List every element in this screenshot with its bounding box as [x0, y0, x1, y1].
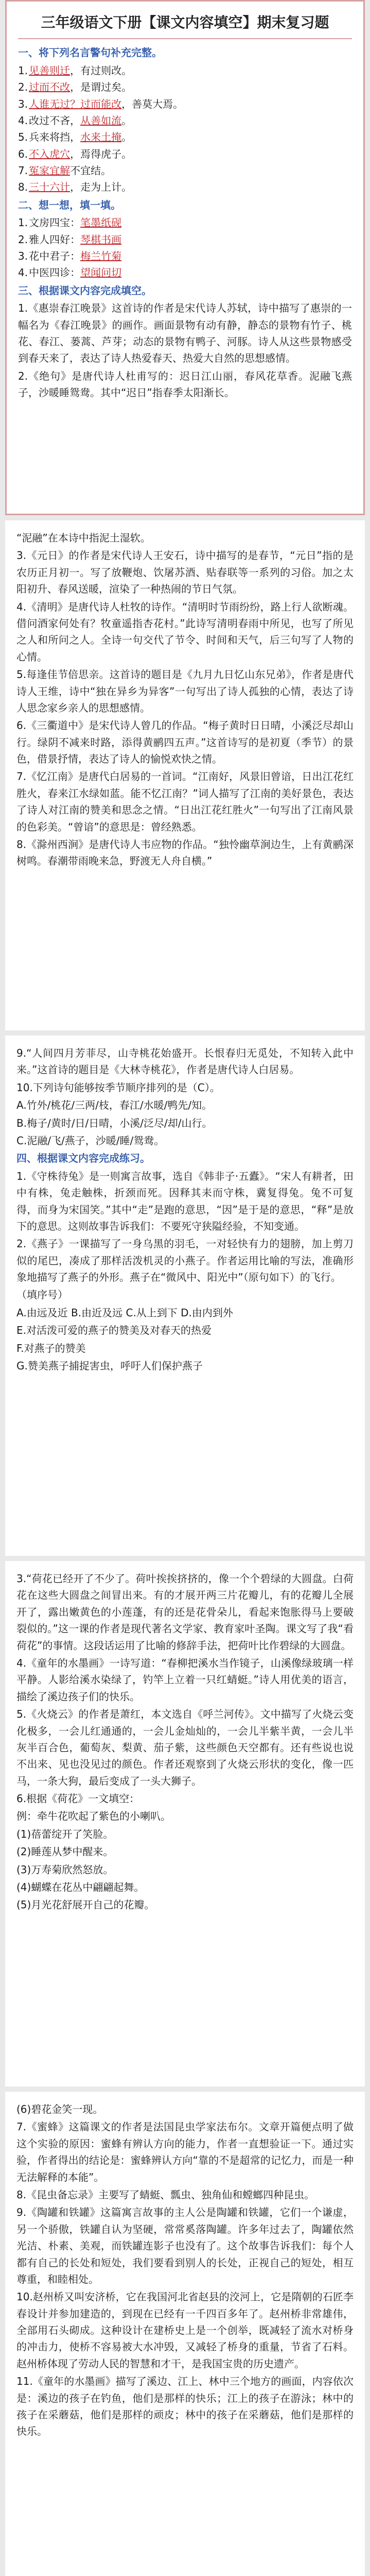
section-3-heading: 三、根据课文内容完成填空。 — [18, 284, 152, 297]
poem-1-paragraph: 1.《惠崇春江晚景》这首诗的作者是宋代诗人苏轼，诗中描写了惠崇的一幅名为《春江晚景》的画作。画面景物有动有静，静态的景物有竹子、桃花、春江、蒌蒿、芦芽；动态的景物有鸭子、河豚。诗人从这些景物感受到春天来了，表达了诗人热爱春天、热爱大自然的思想感情。 — [18, 302, 352, 365]
paragraph: （填序号） — [16, 1289, 68, 1301]
list-item — [18, 214, 352, 231]
review-card-5 — [5, 2092, 365, 2576]
item-text: 兵来将挡， — [29, 131, 81, 144]
item-number: 2. — [18, 81, 28, 94]
item-number: 2. — [18, 233, 28, 246]
item-number: 8. — [18, 181, 28, 194]
list-item: (2)睡莲从梦中醒来。 — [16, 1845, 114, 1858]
item-number: 1. — [18, 216, 28, 229]
section-4-heading: 四、根据课文内容完成练习。 — [16, 1152, 150, 1165]
review-card-1 — [5, 0, 365, 515]
option-line: B.梅子/黄时/日/日晴，小溪/泛尽/却/山行。 — [16, 1116, 213, 1129]
item-text: ，走为上计。 — [70, 181, 132, 194]
paragraph: 4.《童年的水墨画》一诗写道：“春柳把溪水当作镜子，山溪像绿玻璃一样平静。人影给溪水染绿了，钓竿上立着一只红蜻蜓。”诗人用优美的语言，描绘了溪边孩子们的快乐。 — [16, 1656, 354, 1703]
paragraph: (6)碧花金笑一现。 — [16, 2103, 103, 2115]
paragraph: 3.“荷花已经开了不少了。荷叶挨挨挤挤的，像一个个碧绿的大圆盘。白荷花在这些大圆盘之间冒出来。有的才展开两三片花瓣儿，有的花瓣儿全展开了，露出嫩黄色的小莲蓬，有的还是花骨朵儿，看起来饱胀得马上要破裂似的。”这一课的作者是现代著名文学家、教育家叶圣陶。课文写了我“看荷花”的事情。这段话运用了比喻的修辞手法，把荷叶比作碧绿的大圆盘。 — [16, 1572, 354, 1652]
item-text: 。 — [121, 114, 132, 127]
paragraph: 2.《燕子》一课描写了一身乌黑的羽毛，一对轻快有力的翅膀，加上剪刀似的尾巴，凑成了那样活泼机灵的小燕子。作者运用比喻的写法，准确形象地描写了燕子的外形。燕子在“微风中、阳光中”（原句如下）的飞行。 — [16, 1238, 354, 1284]
item-number: 7. — [18, 164, 28, 177]
answer-text: 水来土掩 — [80, 131, 122, 144]
list-item — [18, 96, 352, 112]
paragraph: 7.《蜜蜂》这篇课文的作者是法国昆虫学家法布尔。文章开篇便点明了做这个实验的原因：蜜蜂有辨认方向的能力，作者一直想验证一下。通过实验，作者得出的结论是：蜜蜂辨认方向“靠的不是超常的记忆力，而是一种无法解释的本能”。 — [16, 2121, 354, 2183]
section-2-list — [18, 214, 352, 281]
page-title: 三年级语文下册【课文内容填空】期末复习题 — [18, 11, 352, 39]
list-item: (4)蝴蝶在花丛中翩翩起舞。 — [16, 1881, 145, 1894]
list-item — [18, 129, 352, 145]
paragraph: 10.赵州桥又叫安济桥，它在我国河北省赵县的洨河上，它是隋朝的石匠李春设计并参加建造的，到现在已经有一千四百多年了。赵州桥非常雄伟，全部用石头砌成。这种设计在建桥史上是一个创举，既减轻了流水对桥身的冲击力，使桥不容易被大水冲毁，又减轻了桥身的重量，节省了石料。赵州桥体现了劳动人民的智慧和才干，是我国宝贵的历史遗产。 — [16, 2291, 354, 2370]
section-1-list — [18, 62, 352, 196]
answer-text: 从善如流 — [80, 114, 122, 127]
section-1-heading: 一、将下列名言警句补充完整。 — [18, 46, 162, 59]
item-number: 5. — [18, 131, 28, 144]
list-item — [18, 264, 352, 281]
answer-text: 人谁无过？过而能改 — [29, 97, 122, 110]
review-card-3 — [5, 1036, 365, 1556]
paragraph: 6.《三衢道中》是宋代诗人曾几的作品。“梅子黄时日日晴，小溪泛尽却山行。绿阴不减来时路，添得黄鹂四五声。”这首诗写的是初夏（季节）的景色，借景抒情，表达了诗人的愉悦欢快之情。 — [16, 719, 354, 766]
paragraph: 1.《守株待兔》是一则寓言故事，选自《韩非子·五蠹》。“宋人有耕者，田中有株，兔走触株，折颈而死。因释其耒而守株，冀复得兔。兔不可复得，而身为宋国笑。”其中“走”是跑的意思，“因”是于是的意思，“释”是放下的意思。这则故事告诉我们：不要死守狭隘经验，不知变通。 — [16, 1170, 354, 1232]
answer-text: 望闻问切 — [80, 266, 122, 279]
item-text: ，焉得虎子。 — [70, 147, 132, 160]
item-text: 雅人四好： — [29, 233, 81, 246]
item-text: ，有过则改。 — [70, 64, 132, 77]
paragraph: 5.每逢佳节倍思亲。这首诗的题目是《九月九日忆山东兄弟》，作者是唐代诗人王维，诗中“独在异乡为异客”一句写出了诗人孤独的心情，表达了诗人思念家乡亲人的思想感情。 — [16, 668, 354, 714]
list-item — [18, 179, 352, 195]
list-item — [18, 62, 352, 79]
paragraph: 5.《火烧云》的作者是萧红，本文选自《呼兰河传》。文中描写了火烧云变化极多，一会儿红通通的，一会儿金灿灿的，一会儿半紫半黄，一会儿半灰半百合色，葡萄灰、梨黄、茄子紫，这些颜色天空都有。还有些说也说不出来、见也没见过的颜色。作者还观察到了火烧云形状的变化，像一匹马，一条大狗，最后变成了一头大狮子。 — [16, 1708, 354, 1787]
option-line: E.对活泼可爱的燕子的赞美及对春天的热爱 — [16, 1324, 212, 1337]
paragraph: 8.《昆虫备忘录》主要写了蜻蜓、瓢虫、独角仙和螳螂四种昆虫。 — [16, 2188, 315, 2201]
review-card-4 — [5, 1561, 365, 2087]
list-item — [18, 162, 352, 179]
item-number: 3. — [18, 250, 28, 263]
item-text: 花中君子： — [29, 250, 81, 263]
item-text: ，善莫大焉。 — [121, 97, 184, 110]
section-2-heading: 二、想一想，填一填。 — [18, 198, 121, 211]
item-number: 1. — [18, 64, 28, 77]
paragraph: 9.《陶罐和铁罐》这篇寓言故事的主人公是陶罐和铁罐，它们一个谦虚，另一个骄傲，铁罐自认为坚硬，常常奚落陶罐。许多年过去了，陶罐依然光洁、朴素、美观，而铁罐连影子也没有了。这个故事告诉我们：每个人都有自己的长处和短处，我们要看到别人的长处，正视自己的短处，相互尊重，和睦相处。 — [16, 2206, 354, 2285]
option-line: C.泥融/飞/燕子，沙暖/睡/鸳鸯。 — [16, 1134, 165, 1147]
paragraph: 6.根据《荷花》一文填空： — [16, 1792, 140, 1805]
option-line: A.竹外/桃花/三两/枝，春江/水暖/鸭先/知。 — [16, 1099, 213, 1112]
paragraph: “泥融”在本诗中指泥土湿软。 — [16, 532, 151, 544]
answer-text: 不入虎穴 — [29, 147, 71, 160]
answer-text: 琴棋书画 — [80, 233, 122, 246]
item-text: ，是谓过矣。 — [70, 81, 132, 94]
answer-text: 过而不改 — [29, 81, 71, 94]
paragraph: 11.《童年的水墨画》描写了溪边、江上、林中三个地方的画面，内容依次是：溪边的孩子在钓鱼，他们是那样的快乐；江上的孩子在游泳；林中的孩子在采蘑菇，他们是那样的顽皮；林中的孩子在采蘑菇，他们是那样的快乐。 — [16, 2375, 354, 2438]
question-paragraph: 10.下列诗句能够按季节顺序排列的是（C）。 — [16, 1081, 220, 1094]
review-card-2 — [5, 520, 365, 1030]
option-line: F.对燕子的赞美 — [16, 1342, 86, 1354]
item-text: 文房四宝： — [29, 216, 81, 229]
list-item — [18, 146, 352, 162]
paragraph: 例：牵牛花吹起了紫色的小喇叭。 — [16, 1810, 171, 1823]
paragraph: 8.《滁州西涧》是唐代诗人韦应物的作品。“独怜幽草涧边生，上有黄鹂深树鸣。春潮带雨晚来急，野渡无人舟自横。” — [16, 838, 354, 868]
answer-text: 三十六计 — [29, 181, 71, 194]
option-line: A.由远及近 B.由近及远 C.从上到下 D.由内到外 — [16, 1306, 233, 1319]
list-item — [18, 248, 352, 264]
list-item: (3)万寿菊欣然怒放。 — [16, 1863, 114, 1876]
answer-text: 笔墨纸砚 — [80, 216, 122, 229]
option-line: G.赞美燕子捕捉害虫，呼吁人们保护燕子 — [16, 1360, 203, 1372]
list-item — [18, 79, 352, 95]
item-text: 改过不吝， — [29, 114, 81, 127]
answer-text: 冤家宜解 — [29, 164, 71, 177]
list-item: (1)蓓蕾绽开了笑脸。 — [16, 1827, 114, 1840]
paragraph: 3.《元日》的作者是宋代诗人王安石，诗中描写的是春节，“元日”指的是农历正月初一。写了放鞭炮、饮屠苏酒、贴春联等一系列的习俗。加之太阳初升、春风送暖，渲染了一种热闹的节日气氛。 — [16, 549, 354, 596]
poem-2-paragraph: 2.《绝句》是唐代诗人杜甫写的：迟日江山丽，春风花草香。泥融飞燕子，沙暖睡鸳鸯。其中“迟日”指春季太阳渐长。 — [18, 369, 352, 399]
list-item — [18, 112, 352, 129]
item-text: 中医四诊： — [29, 266, 81, 279]
answer-text: 梅兰竹菊 — [80, 250, 122, 263]
item-number: 4. — [18, 266, 28, 279]
paragraph: 7.《忆江南》是唐代白居易的一首词。“江南好，风景旧曾谙，日出江花红胜火，春来江水绿如蓝。能不忆江南？”词人描写了江南的美好景色，表达了诗人对江南的赞美和思念之情。“日出江花红胜火”一句写出了江南风景的色彩美。“曾谙”的意思是：曾经熟悉。 — [16, 770, 354, 833]
answer-text: 见善则迁 — [29, 64, 71, 77]
list-item — [18, 231, 352, 248]
item-text: 。 — [121, 131, 132, 144]
list-item: (5)月光花舒展开自己的花瓣。 — [16, 1899, 155, 1911]
item-number: 3. — [18, 97, 28, 110]
item-number: 6. — [18, 147, 28, 160]
item-text: 不宜结。 — [70, 164, 112, 177]
item-number: 4. — [18, 114, 28, 127]
paragraph: 9.“人间四月芳菲尽，山寺桃花始盛开。长恨春归无觅处，不知转入此中来。”这首诗的题目是《大林寺桃花》，作者是唐代诗人白居易。 — [16, 1047, 354, 1076]
paragraph: 4.《清明》是唐代诗人杜牧的诗作。“清明时节雨纷纷，路上行人欲断魂。借问酒家何处有？牧童遥指杏花村。”此诗写清明春雨中所见，也写了所见之人和所问之人。全诗一句交代了节令、时间和天气，后三句写了人物的心情。 — [16, 600, 354, 663]
